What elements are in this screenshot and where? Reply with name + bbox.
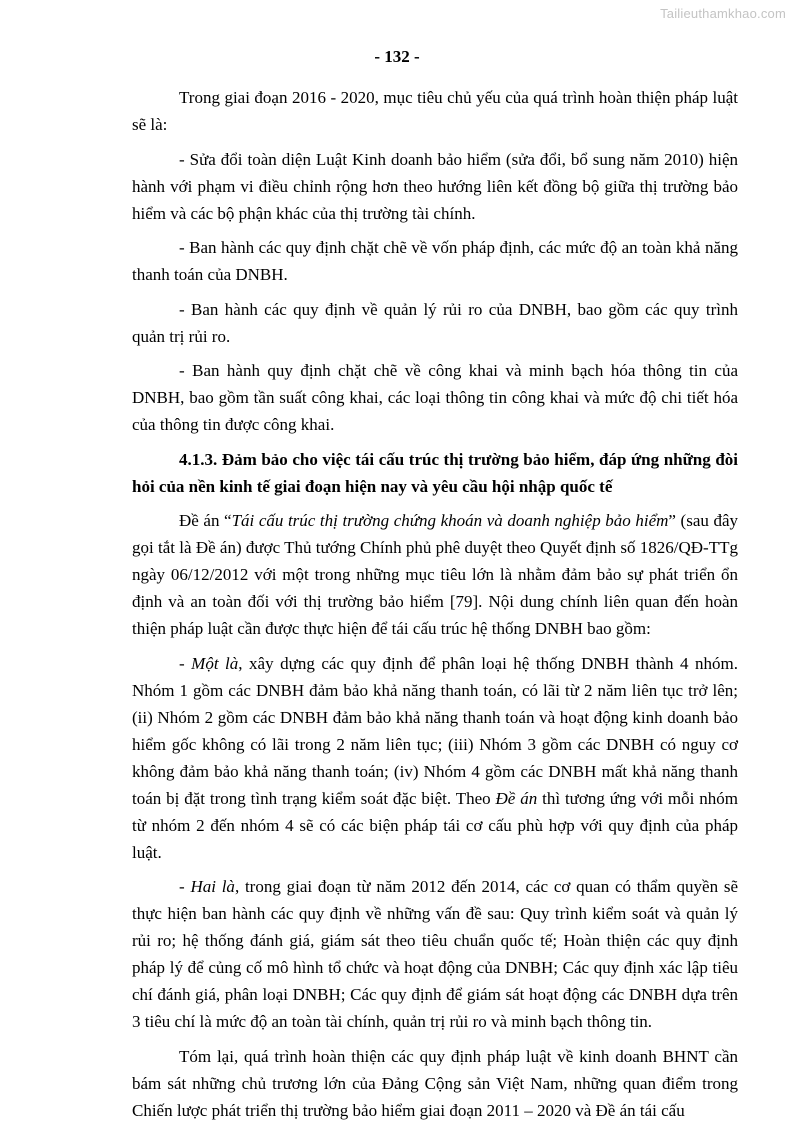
text-run: Đề án “ (179, 511, 232, 530)
paragraph-bullet-capital: - Ban hành các quy định chặt chẽ về vốn pháp định, các mức độ an toàn khả năng thanh toán của DNBH. (132, 238, 738, 284)
italic-lead: Hai là (190, 877, 235, 896)
paragraph-first-point (132, 650, 738, 866)
paragraph-second-point (132, 873, 738, 1035)
text-run: , trong giai đoạn từ năm 2012 đến 2014, các cơ quan có thẩm quyền sẽ thực hiện ban hành các quy định về những vấn đề sau: Quy trình kiểm soát và quản lý rủi ro; hệ thống đánh giá, giám sát theo tiêu chuẩn quốc tế; Hoàn thiện các quy định pháp lý để củng cố mô hình tổ chức và hoạt động của DNBH; Các quy định xác lập tiêu chí đánh giá, phân loại DNBH; Các quy định để giám sát hoạt động các DNBH dựa trên 3 tiêu chí là mức độ an toàn tài chính, quản trị rủi ro và minh bạch thông tin. (132, 877, 738, 1031)
italic-title: Tái cấu trúc thị trường chứng khoán và doanh nghiệp bảo hiểm (231, 511, 669, 530)
paragraph-bullet-law-amendment: - Sửa đổi toàn diện Luật Kinh doanh bảo hiểm (sửa đổi, bổ sung năm 2010) hiện hành với phạm vi điều chỉnh rộng hơn theo hướng liên kết đồng bộ giữa thị trường bảo hiểm và các bộ phận khác của thị trường tài chính. (132, 149, 738, 223)
italic-term: Đề án (495, 788, 538, 808)
paragraph-bullet-risk: - Ban hành các quy định về quản lý rủi ro của DNBH, bao gồm các quy trình quản trị rủi ro. (132, 299, 738, 346)
text-run: , xây dựng các quy định để phân loại hệ thống DNBH thành 4 nhóm. Nhóm 1 gồm các DNBH đảm bảo khả năng thanh toán, có lãi từ 2 năm liên tục trở lên; (ii) Nhóm 2 gồm các DNBH đảm bảo khả năng thanh toán và hoạt động kinh doanh bảo hiểm gốc không có lãi trong 2 năm liên tục; (iii) Nhóm 3 gồm các DNBH có nguy cơ không đảm bảo khả năng thanh toán; (iv) Nhóm 4 gồm các DNBH mất khả năng thanh toán bị đặt trong tình trạng kiểm soát đặc biệt. Theo (132, 653, 738, 808)
page-number: - 132 - (374, 47, 420, 66)
watermark: Tailieuthamkhao.com (660, 6, 786, 21)
text-run: ” (sau đây gọi tắt là Đề án) được Thủ tướng Chính phủ phê duyệt theo Quyết định số 1826/QĐ-TTg ngày 06/12/2012 với một trong những mục tiêu lớn là nhằm đảm bảo sự phát triển ổn định và an toàn đối với thị trường bảo hiểm [79]. Nội dung chính liên quan đến hoàn thiện pháp luật cần được thực hiện để tái cấu trúc hệ thống DNBH bao gồm: (132, 511, 738, 638)
section-heading: 4.1.3. Đảm bảo cho việc tái cấu trúc thị trường bảo hiểm, đáp ứng những đòi hỏi của nền kinh tế giai đoạn hiện nay và yêu cầu hội nhập quốc tế (132, 449, 738, 496)
text-run: - (179, 877, 191, 896)
text-run: thì tương ứng với mỗi nhóm từ nhóm 2 đến nhóm 4 sẽ có các biện pháp tái cơ cấu phù hợp với quy định của pháp luật. (132, 788, 738, 862)
paragraph-bullet-disclosure: - Ban hành quy định chặt chẽ về công khai và minh bạch hóa thông tin của DNBH, bao gồm tần suất công khai, các loại thông tin công khai và mức độ chi tiết hóa của thông tin được công khai. (132, 361, 738, 434)
paragraph-intro: Trong giai đoạn 2016 - 2020, mục tiêu chủ yếu của quá trình hoàn thiện pháp luật sẽ là: (132, 88, 738, 134)
paragraph-project (132, 507, 738, 642)
italic-lead: Một là (191, 653, 239, 673)
paragraph-summary: Tóm lại, quá trình hoàn thiện các quy định pháp luật về kinh doanh BHNT cần bám sát những chủ trương lớn của Đảng Cộng sản Việt Nam, những quan điểm trong Chiến lược phát triển thị trường bảo hiểm giai đoạn 2011 – 2020 và Đề án tái cấu (132, 1046, 738, 1120)
document-body (132, 84, 738, 1131)
text-run: - (179, 653, 192, 673)
